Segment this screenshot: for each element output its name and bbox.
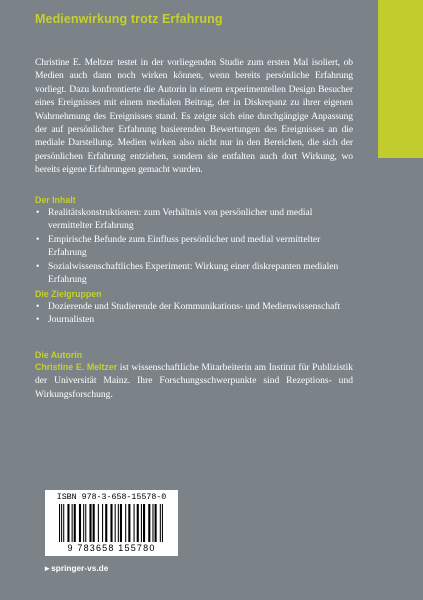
barcode-bar (102, 504, 103, 542)
barcode-bar (115, 504, 116, 542)
list-item-text: Journalisten (48, 314, 95, 326)
list-item-text: Realitätskonstruktionen: zum Verhältnis von persönlicher und medial vermittelter Erfahrung (48, 207, 313, 232)
barcode-bar (155, 504, 157, 542)
list-item (35, 313, 355, 326)
barcode-bar (93, 504, 95, 542)
barcode-bar (105, 504, 107, 542)
intro-paragraph: Christine E. Meltzer testet in der vorliegenden Studie zum ersten Mal isoliert, ob Medien auch dann noch wirken können, wenn bereits persönliche Erfahrung vorliegt. Dazu konfrontierte die Autorin in einem experimentellen Design Besucher eines Ereignisses mit einem medialen Beitrag, der in Diskrepanz zu ihrer eigenen Wahrnehmung des Ereignisses stand. Es zeigte sich eine durchgängige Anpassung der auf persönlicher Erfahrung basierenden Bewertungen des Ereignisses an die mediale Darstellung. Medien wirken also nicht nur in den Bereichen, die sich der persönlichen Erfahrung entziehen, sondern sie entfalten auch dort Wirkung, wo bereits eigene Erfahrungen gemacht wurden. (35, 57, 353, 176)
barcode-digits: 9 783658 155780 (67, 543, 156, 553)
barcode-bar (59, 504, 60, 542)
barcode-bar (134, 504, 135, 542)
barcode-bar (98, 504, 99, 542)
barcode-bars (59, 504, 164, 542)
book-title: Medienwirkung trotz Erfahrung (35, 12, 223, 26)
list-item-text: Sozialwissenschaftliches Experiment: Wirkung einer diskrepanten medialen Erfahrung (48, 260, 339, 286)
isbn-barcode (45, 490, 178, 556)
barcode-bar (79, 504, 81, 542)
bullet-icon: • (36, 233, 40, 245)
barcode-bar (74, 504, 76, 542)
list-item (35, 233, 355, 260)
list-item-text: Empirische Befunde zum Einfluss persönlicher und medial vermittelter Erfahrung (48, 233, 321, 259)
isbn-label: ISBN 978-3-658-15578-0 (56, 493, 167, 502)
barcode-bar (72, 504, 73, 542)
inhalt-list (35, 206, 355, 286)
author-bio-text: ist wissenschaftliche Mitarbeiterin am Institut für Publizistik der Universität Mainz. Ihre Forschungsschwerpunkte sind Rezeptions- und Wirkungsforschung. (35, 362, 354, 400)
barcode-bar (125, 504, 126, 542)
bullet-icon: • (36, 301, 40, 312)
barcode-bar (162, 504, 163, 542)
barcode-bar (160, 504, 161, 542)
barcode-bar (137, 504, 139, 542)
barcode-bar (85, 504, 86, 542)
barcode-bar (83, 504, 84, 542)
barcode-bar (61, 504, 62, 542)
bullet-icon: • (36, 207, 40, 218)
bullet-icon: • (36, 314, 40, 326)
list-item (35, 260, 355, 287)
barcode-bar (143, 504, 145, 542)
barcode-bar (148, 504, 150, 542)
barcode-bar (63, 504, 64, 542)
barcode-bar (118, 504, 119, 542)
autorin-heading: Die Autorin (35, 350, 83, 360)
barcode-bar (128, 504, 130, 542)
publisher-link[interactable] (45, 563, 108, 573)
list-item (35, 206, 355, 233)
barcode-bar (120, 504, 122, 542)
barcode-bar (110, 504, 112, 542)
publisher-url: springer-vs.de (51, 563, 109, 573)
list-item-text: Dozierende und Studierende der Kommunikations- und Medienwissenschaft (48, 301, 341, 312)
list-item (35, 300, 355, 313)
barcode-bar (152, 504, 153, 542)
author-name: Christine E. Meltzer (35, 362, 118, 372)
zielgruppen-heading: Die Zielgruppen (35, 289, 102, 299)
bullet-icon: • (36, 260, 40, 272)
accent-bar (378, 0, 423, 158)
barcode-bar (67, 504, 69, 542)
arrow-right-icon: ▸ (45, 563, 50, 573)
barcode-bar (89, 504, 91, 542)
zielgruppen-list (35, 300, 355, 327)
barcode-bar (141, 504, 142, 542)
inhalt-heading: Der Inhalt (35, 195, 76, 205)
author-bio (35, 361, 353, 401)
